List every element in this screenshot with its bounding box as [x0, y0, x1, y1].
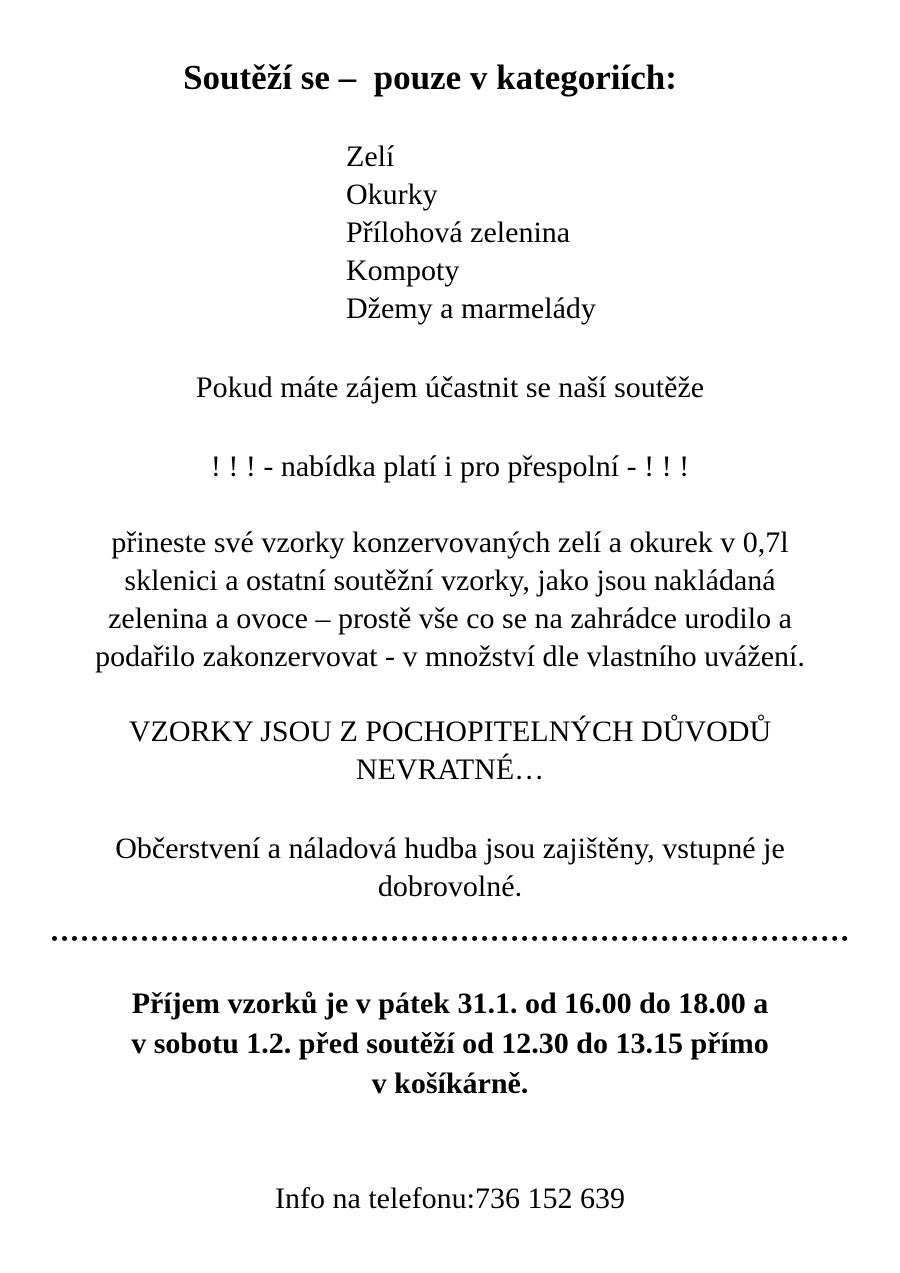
category-item: Okurky [346, 178, 438, 211]
offer-text: ! ! ! - nabídka platí i pro přespolní - ! ! ! [210, 450, 690, 483]
category-item: Kompoty [346, 254, 460, 287]
refreshments-line: dobrovolné. [377, 870, 523, 903]
category-item: Zelí [346, 140, 395, 173]
category-item: Přílohová zelenina [346, 216, 571, 249]
instructions-line: podařilo zakonzervovat - v množství dle vlastního uvážení. [95, 640, 805, 673]
category-item: Džemy a marmelády [346, 292, 596, 325]
reception-line: v sobotu 1.2. před soutěží od 12.30 do 13.15 přímo [131, 1027, 769, 1060]
phone-info: Info na telefonu:736 152 639 [275, 1182, 625, 1215]
reception-line: v košíkárně. [371, 1067, 529, 1100]
refreshments-line: Občerstvení a náladová hudba jsou zajištěny, vstupné je [115, 832, 785, 865]
sample-reception-paragraph [0, 984, 900, 1104]
instructions-paragraph [0, 524, 900, 676]
nonreturn-notice [0, 713, 900, 789]
nonreturn-line: VZORKY JSOU Z POCHOPITELNÝCH DŮVODŮ [128, 715, 772, 748]
interest-text: Pokud máte zájem účastnit se naší soutěže [195, 371, 705, 404]
instructions-line: zelenina a ovoce – prostě vše co se na zahrádce urodilo a [108, 602, 792, 635]
category-list [346, 138, 596, 328]
instructions-line: přineste své vzorky konzervovaných zelí a okurek v 0,7l [111, 526, 789, 559]
reception-line: Příjem vzorků je v pátek 31.1. od 16.00 do 18.00 a [131, 987, 769, 1020]
instructions-line: sklenici a ostatní soutěžní vzorky, jako jsou nakládaná [124, 564, 776, 597]
categories-heading: Soutěží se – pouze v kategoriích: [183, 58, 677, 97]
dotted-divider [52, 936, 848, 941]
nonreturn-line: NEVRATNÉ… [355, 753, 545, 786]
refreshments-paragraph [0, 830, 900, 906]
